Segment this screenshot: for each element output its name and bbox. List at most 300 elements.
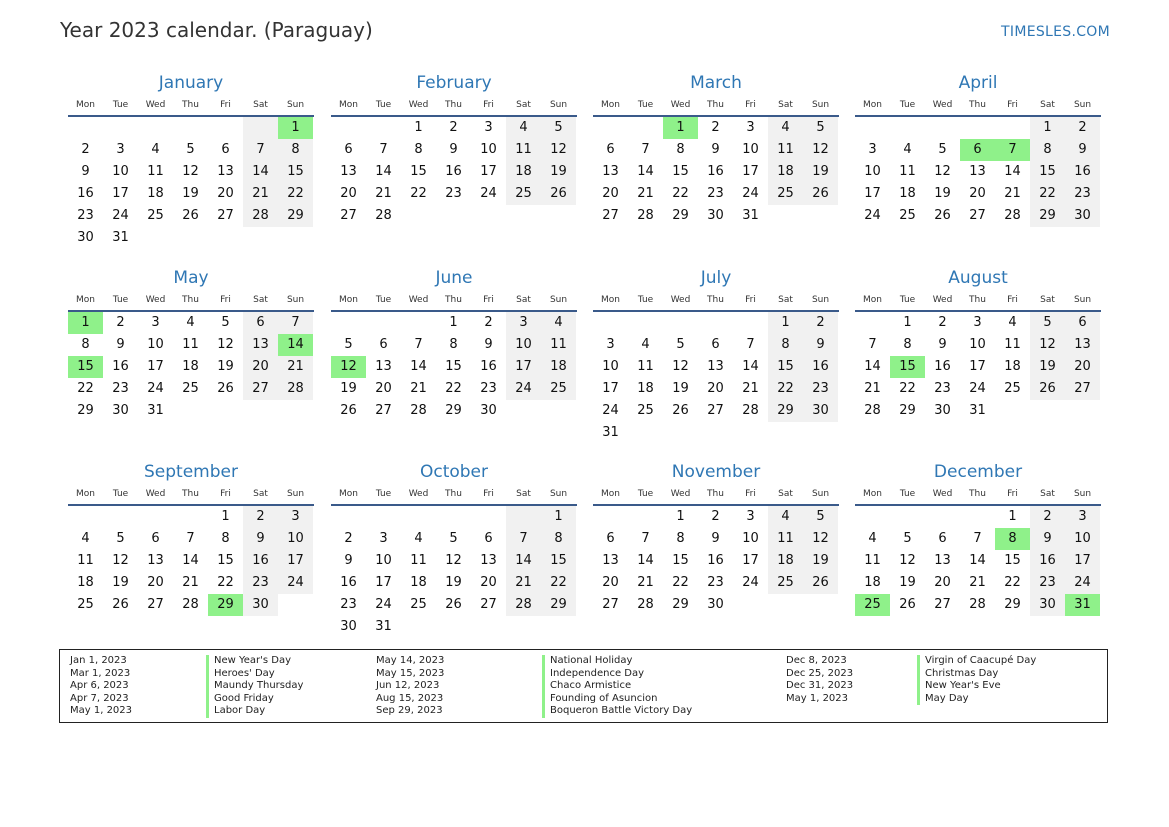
- weekday-label: Thu: [707, 295, 724, 305]
- legend-holiday-name: Labor Day: [206, 705, 303, 718]
- legend-date: May 1, 2023: [786, 692, 849, 704]
- legend-dates-column: [376, 655, 444, 718]
- day-cell: 31: [742, 208, 759, 223]
- empty-cell: [331, 312, 366, 334]
- weekday-label: Mon: [339, 100, 358, 110]
- weekday-header: [331, 487, 577, 506]
- day-cell: 11: [506, 139, 541, 161]
- empty-cell: [593, 117, 628, 139]
- month-title: January: [158, 73, 224, 93]
- day-cell: 12: [182, 164, 199, 179]
- day-cell: 4: [903, 142, 912, 157]
- weekday-label: Sun: [286, 100, 305, 110]
- day-cell: 21: [864, 381, 881, 396]
- day-cell: 28: [742, 403, 759, 418]
- day-cell: 17: [742, 164, 759, 179]
- day-cell: 29: [899, 403, 916, 418]
- day-cell: 29: [445, 403, 462, 418]
- day-cell: 19: [340, 381, 357, 396]
- day-cell: 14: [864, 359, 881, 374]
- day-cell: 13: [243, 334, 278, 356]
- month-september: [68, 463, 314, 616]
- day-cell: 19: [934, 186, 951, 201]
- day-cell: 16: [1065, 161, 1100, 183]
- empty-cell: [995, 117, 1030, 139]
- day-cell: 15: [541, 550, 576, 572]
- weekday-label: Sun: [549, 489, 568, 499]
- day-cell: 29: [278, 205, 313, 227]
- holiday-day-cell: 25: [855, 594, 890, 616]
- weekday-label: Wed: [932, 489, 953, 499]
- legend-names-column: [542, 655, 692, 718]
- day-cell: 4: [414, 531, 423, 546]
- empty-cell: [331, 117, 366, 139]
- day-cell: 25: [506, 183, 541, 205]
- month-february: [331, 74, 577, 227]
- day-cell: 18: [1004, 359, 1021, 374]
- day-cell: 20: [1065, 356, 1100, 378]
- holiday-day-cell: 31: [1065, 594, 1100, 616]
- day-cell: 5: [903, 531, 912, 546]
- weekday-header: [331, 98, 577, 117]
- holiday-day-cell: 8: [995, 528, 1030, 550]
- month-title: December: [933, 462, 1023, 482]
- day-cell: 10: [602, 359, 619, 374]
- empty-cell: [103, 117, 138, 139]
- day-cell: 6: [221, 142, 230, 157]
- day-cell: 2: [938, 315, 947, 330]
- day-cell: 9: [81, 164, 90, 179]
- day-cell: 12: [803, 528, 838, 550]
- day-cell: 22: [217, 575, 234, 590]
- weekday-label: Mon: [339, 489, 358, 499]
- weekday-label: Tue: [112, 100, 129, 110]
- day-cell: 18: [637, 381, 654, 396]
- day-cell: 28: [182, 597, 199, 612]
- day-cell: 13: [707, 359, 724, 374]
- day-cell: 26: [445, 597, 462, 612]
- day-cell: 23: [1030, 572, 1065, 594]
- day-cell: 11: [1004, 337, 1021, 352]
- weekday-label: Sun: [549, 100, 568, 110]
- empty-cell: [366, 117, 401, 139]
- day-cell: 20: [480, 575, 497, 590]
- empty-cell: [401, 506, 436, 528]
- day-cell: 16: [1030, 550, 1065, 572]
- weekday-label: Wed: [145, 100, 166, 110]
- day-cell: 28: [278, 378, 313, 400]
- day-cell: 17: [969, 359, 986, 374]
- day-cell: 30: [707, 208, 724, 223]
- day-cell: 1: [903, 315, 912, 330]
- day-cell: 27: [1065, 378, 1100, 400]
- month-title: September: [144, 462, 238, 482]
- legend-date: May 1, 2023: [70, 705, 133, 717]
- weekday-label: Fri: [220, 489, 231, 499]
- day-cell: 5: [344, 337, 353, 352]
- day-cell: 22: [768, 378, 803, 400]
- weekday-label: Wed: [408, 295, 429, 305]
- day-grid: [68, 312, 314, 422]
- holiday-legend: [59, 649, 1108, 723]
- day-cell: 11: [637, 359, 654, 374]
- month-october: [331, 463, 577, 638]
- weekday-label: Sat: [516, 489, 531, 499]
- weekday-label: Wed: [670, 489, 691, 499]
- day-cell: 12: [672, 359, 689, 374]
- day-cell: 29: [541, 594, 576, 616]
- day-cell: 18: [77, 575, 94, 590]
- day-cell: 23: [340, 597, 357, 612]
- month-title: August: [948, 268, 1008, 288]
- day-cell: 13: [969, 164, 986, 179]
- day-cell: 25: [637, 403, 654, 418]
- day-cell: 13: [340, 164, 357, 179]
- day-grid: [68, 506, 314, 616]
- empty-cell: [138, 506, 173, 528]
- day-cell: 2: [711, 120, 720, 135]
- day-cell: 31: [112, 230, 129, 245]
- day-cell: 11: [899, 164, 916, 179]
- day-cell: 11: [768, 139, 803, 161]
- page-title: Year 2023 calendar. (Paraguay): [60, 18, 373, 42]
- day-cell: 30: [934, 403, 951, 418]
- holiday-day-cell: 1: [68, 312, 103, 334]
- day-cell: 27: [934, 597, 951, 612]
- day-cell: 28: [637, 597, 654, 612]
- day-cell: 20: [707, 381, 724, 396]
- month-title: April: [958, 73, 998, 93]
- day-cell: 10: [969, 337, 986, 352]
- day-cell: 11: [864, 553, 881, 568]
- day-cell: 3: [973, 315, 982, 330]
- weekday-header: [593, 487, 839, 506]
- empty-cell: [208, 117, 243, 139]
- day-cell: 16: [480, 359, 497, 374]
- weekday-label: Sun: [286, 489, 305, 499]
- day-cell: 16: [707, 164, 724, 179]
- day-cell: 16: [803, 356, 838, 378]
- day-cell: 6: [484, 531, 493, 546]
- day-cell: 17: [864, 186, 881, 201]
- day-cell: 2: [116, 315, 125, 330]
- legend-date: Apr 6, 2023: [70, 680, 129, 692]
- day-cell: 27: [969, 208, 986, 223]
- weekday-label: Thu: [182, 295, 199, 305]
- day-cell: 18: [147, 186, 164, 201]
- day-cell: 17: [375, 575, 392, 590]
- day-cell: 23: [112, 381, 129, 396]
- holiday-day-cell: 7: [995, 139, 1030, 161]
- empty-cell: [960, 506, 995, 528]
- holiday-day-cell: 29: [208, 594, 243, 616]
- month-title: July: [700, 268, 732, 288]
- weekday-label: Mon: [863, 100, 882, 110]
- day-grid: [331, 117, 577, 227]
- day-cell: 2: [81, 142, 90, 157]
- weekday-header: [331, 293, 577, 312]
- day-cell: 27: [340, 208, 357, 223]
- day-cell: 10: [864, 164, 881, 179]
- day-cell: 25: [768, 183, 803, 205]
- weekday-label: Wed: [670, 295, 691, 305]
- day-cell: 17: [1065, 550, 1100, 572]
- empty-cell: [436, 506, 471, 528]
- legend-names-column: [917, 655, 1036, 705]
- day-cell: 19: [803, 161, 838, 183]
- empty-cell: [855, 506, 890, 528]
- empty-cell: [960, 117, 995, 139]
- day-cell: 9: [803, 334, 838, 356]
- day-cell: 29: [768, 400, 803, 422]
- day-cell: 4: [641, 337, 650, 352]
- day-cell: 23: [243, 572, 278, 594]
- legend-holiday-name: Maundy Thursday: [206, 680, 303, 693]
- day-cell: 13: [147, 553, 164, 568]
- day-cell: 25: [182, 381, 199, 396]
- day-cell: 22: [410, 186, 427, 201]
- month-june: [331, 269, 577, 422]
- weekday-label: Wed: [145, 295, 166, 305]
- day-cell: 19: [672, 381, 689, 396]
- day-cell: 20: [602, 186, 619, 201]
- empty-cell: [68, 506, 103, 528]
- day-cell: 21: [243, 183, 278, 205]
- month-march: [593, 74, 839, 227]
- day-cell: 24: [742, 575, 759, 590]
- day-cell: 15: [217, 553, 234, 568]
- weekday-label: Thu: [707, 100, 724, 110]
- month-july: [593, 269, 839, 444]
- weekday-label: Mon: [601, 100, 620, 110]
- weekday-label: Sun: [811, 489, 830, 499]
- empty-cell: [925, 117, 960, 139]
- day-cell: 12: [541, 139, 576, 161]
- day-cell: 26: [340, 403, 357, 418]
- day-cell: 18: [182, 359, 199, 374]
- day-cell: 8: [768, 334, 803, 356]
- day-cell: 29: [672, 597, 689, 612]
- day-cell: 21: [410, 381, 427, 396]
- weekday-header: [68, 98, 314, 117]
- legend-date: Sep 29, 2023: [376, 705, 443, 717]
- day-cell: 3: [116, 142, 125, 157]
- day-cell: 12: [934, 164, 951, 179]
- weekday-label: Mon: [339, 295, 358, 305]
- day-cell: 5: [938, 142, 947, 157]
- day-cell: 17: [480, 164, 497, 179]
- weekday-label: Thu: [445, 100, 462, 110]
- weekday-label: Sat: [516, 100, 531, 110]
- day-cell: 3: [746, 120, 755, 135]
- day-cell: 13: [217, 164, 234, 179]
- day-cell: 16: [77, 186, 94, 201]
- empty-cell: [890, 506, 925, 528]
- legend-holiday-name: Boqueron Battle Victory Day: [542, 705, 692, 718]
- day-cell: 10: [278, 528, 313, 550]
- empty-cell: [628, 506, 663, 528]
- day-cell: 27: [707, 403, 724, 418]
- day-cell: 25: [410, 597, 427, 612]
- legend-date: Apr 7, 2023: [70, 692, 129, 704]
- weekday-label: Sat: [778, 489, 793, 499]
- weekday-header: [855, 487, 1101, 506]
- day-cell: 26: [803, 572, 838, 594]
- day-cell: 7: [379, 142, 388, 157]
- day-cell: 1: [541, 506, 576, 528]
- day-cell: 13: [602, 553, 619, 568]
- day-cell: 25: [147, 208, 164, 223]
- day-cell: 10: [742, 531, 759, 546]
- day-cell: 30: [803, 400, 838, 422]
- day-cell: 7: [278, 312, 313, 334]
- weekday-label: Fri: [483, 489, 494, 499]
- day-cell: 28: [969, 597, 986, 612]
- day-grid: [855, 506, 1101, 616]
- day-cell: 1: [221, 509, 230, 524]
- day-cell: 15: [410, 164, 427, 179]
- day-cell: 26: [182, 208, 199, 223]
- legend-holiday-name: Christmas Day: [917, 668, 1036, 681]
- weekday-label: Thu: [182, 100, 199, 110]
- day-cell: 9: [344, 553, 353, 568]
- day-cell: 28: [864, 403, 881, 418]
- empty-cell: [401, 312, 436, 334]
- day-cell: 10: [112, 164, 129, 179]
- legend-date: May 15, 2023: [376, 667, 445, 679]
- empty-cell: [68, 117, 103, 139]
- day-cell: 23: [1065, 183, 1100, 205]
- day-cell: 17: [112, 186, 129, 201]
- legend-holiday-name: Chaco Armistice: [542, 680, 692, 693]
- day-cell: 30: [1030, 594, 1065, 616]
- day-cell: 10: [506, 334, 541, 356]
- legend-date: May 14, 2023: [376, 655, 445, 666]
- day-cell: 2: [1030, 506, 1065, 528]
- day-cell: 15: [672, 164, 689, 179]
- weekday-label: Wed: [145, 489, 166, 499]
- day-cell: 19: [445, 575, 462, 590]
- day-cell: 14: [637, 553, 654, 568]
- day-cell: 14: [375, 164, 392, 179]
- day-cell: 17: [602, 381, 619, 396]
- weekday-label: Tue: [637, 489, 654, 499]
- weekday-label: Sat: [516, 295, 531, 305]
- day-cell: 25: [77, 597, 94, 612]
- day-cell: 23: [77, 208, 94, 223]
- day-cell: 25: [541, 378, 576, 400]
- month-december: [855, 463, 1101, 616]
- weekday-label: Tue: [899, 100, 916, 110]
- day-cell: 2: [1065, 117, 1100, 139]
- day-cell: 12: [1030, 334, 1065, 356]
- day-cell: 11: [410, 553, 427, 568]
- day-cell: 21: [278, 356, 313, 378]
- day-cell: 16: [707, 553, 724, 568]
- day-cell: 1: [1030, 117, 1065, 139]
- day-cell: 20: [217, 186, 234, 201]
- legend-holiday-name: New Year's Eve: [917, 680, 1036, 693]
- day-cell: 30: [480, 403, 497, 418]
- weekday-label: Wed: [932, 295, 953, 305]
- day-cell: 7: [243, 139, 278, 161]
- legend-names-column: [206, 655, 303, 718]
- day-cell: 15: [1030, 161, 1065, 183]
- weekday-label: Fri: [745, 295, 756, 305]
- legend-holiday-name: New Year's Day: [206, 655, 303, 668]
- day-cell: 30: [1065, 205, 1100, 227]
- day-cell: 24: [1065, 572, 1100, 594]
- day-cell: 11: [147, 164, 164, 179]
- day-cell: 3: [379, 531, 388, 546]
- weekday-label: Tue: [375, 295, 392, 305]
- weekday-label: Sun: [811, 100, 830, 110]
- day-cell: 18: [410, 575, 427, 590]
- day-cell: 30: [707, 597, 724, 612]
- day-cell: 8: [676, 531, 685, 546]
- holiday-day-cell: 1: [278, 117, 313, 139]
- day-cell: 23: [707, 186, 724, 201]
- day-cell: 30: [340, 619, 357, 634]
- legend-holiday-name: Independence Day: [542, 668, 692, 681]
- day-cell: 1: [414, 120, 423, 135]
- day-cell: 15: [672, 553, 689, 568]
- day-cell: 11: [768, 528, 803, 550]
- month-title: May: [173, 268, 209, 288]
- day-cell: 7: [641, 142, 650, 157]
- empty-cell: [593, 312, 628, 334]
- day-cell: 24: [969, 381, 986, 396]
- brand-link[interactable]: TIMESLES.COM: [1001, 24, 1110, 40]
- day-cell: 9: [1065, 139, 1100, 161]
- holiday-day-cell: 1: [663, 117, 698, 139]
- weekday-label: Fri: [1007, 489, 1018, 499]
- weekday-label: Fri: [1007, 100, 1018, 110]
- legend-date: Dec 31, 2023: [786, 680, 854, 692]
- weekday-label: Sun: [811, 295, 830, 305]
- day-cell: 25: [768, 572, 803, 594]
- day-cell: 3: [484, 120, 493, 135]
- day-cell: 29: [77, 403, 94, 418]
- legend-date: Jan 1, 2023: [70, 655, 127, 666]
- weekday-label: Wed: [932, 100, 953, 110]
- day-cell: 18: [506, 161, 541, 183]
- day-cell: 9: [711, 531, 720, 546]
- weekday-label: Mon: [76, 100, 95, 110]
- day-cell: 27: [602, 597, 619, 612]
- holiday-day-cell: 15: [890, 356, 925, 378]
- day-cell: 5: [1030, 312, 1065, 334]
- weekday-header: [593, 98, 839, 117]
- weekday-label: Tue: [375, 489, 392, 499]
- day-cell: 5: [541, 117, 576, 139]
- day-cell: 21: [637, 186, 654, 201]
- day-cell: 14: [1004, 164, 1021, 179]
- day-cell: 10: [742, 142, 759, 157]
- weekday-label: Mon: [601, 489, 620, 499]
- weekday-label: Thu: [969, 295, 986, 305]
- day-cell: 6: [606, 531, 615, 546]
- month-november: [593, 463, 839, 616]
- day-cell: 23: [707, 575, 724, 590]
- day-cell: 19: [217, 359, 234, 374]
- day-cell: 24: [147, 381, 164, 396]
- day-cell: 30: [77, 230, 94, 245]
- day-cell: 6: [711, 337, 720, 352]
- day-cell: 23: [934, 381, 951, 396]
- day-grid: [855, 117, 1101, 227]
- day-cell: 30: [243, 594, 278, 616]
